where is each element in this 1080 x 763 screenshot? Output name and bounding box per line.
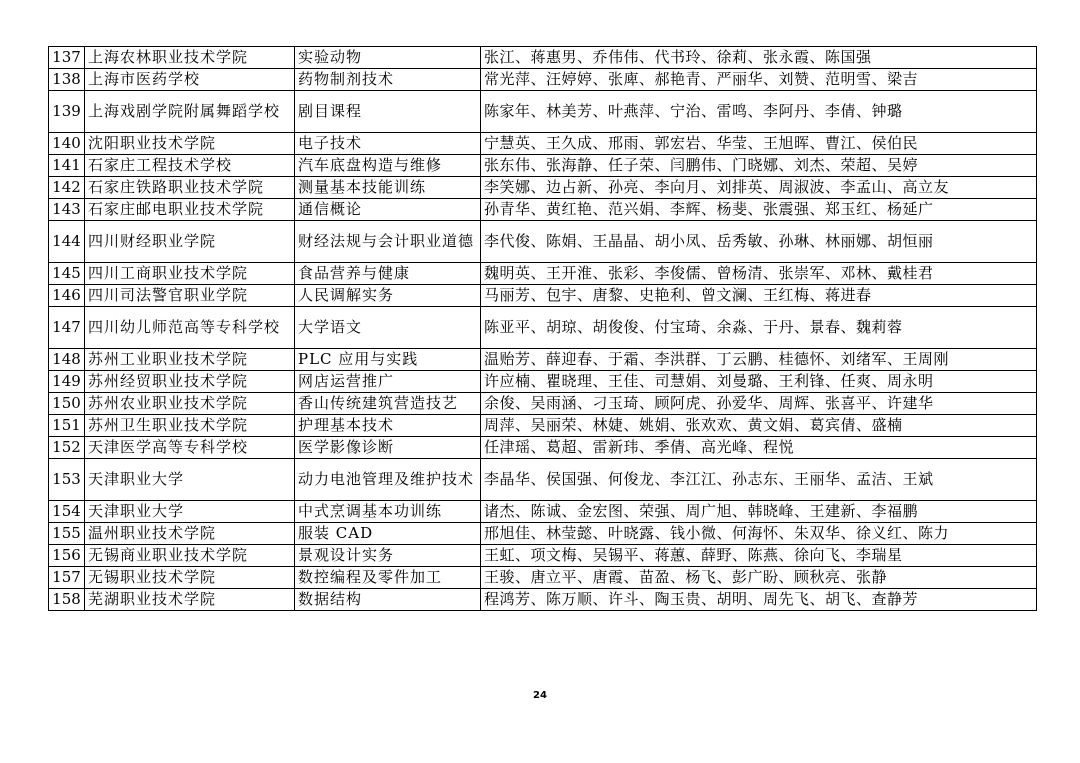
school-name: 天津医学高等专科学校 xyxy=(85,437,295,459)
school-name: 芜湖职业技术学院 xyxy=(85,589,295,611)
row-number: 152 xyxy=(49,437,85,459)
page-number: 24 xyxy=(533,690,547,701)
row-number: 138 xyxy=(49,69,85,91)
table-row xyxy=(49,199,1037,221)
table-row xyxy=(49,155,1037,177)
row-number: 139 xyxy=(49,91,85,133)
row-number: 140 xyxy=(49,133,85,155)
table-row xyxy=(49,567,1037,589)
table-row xyxy=(49,69,1037,91)
row-number: 142 xyxy=(49,177,85,199)
table-row xyxy=(49,221,1037,263)
table-row xyxy=(49,589,1037,611)
course-name: 食品营养与健康 xyxy=(295,263,481,285)
course-name: 财经法规与会计职业道德 xyxy=(295,221,481,263)
row-number: 137 xyxy=(49,47,85,69)
course-name: 测量基本技能训练 xyxy=(295,177,481,199)
school-name: 石家庄邮电职业技术学院 xyxy=(85,199,295,221)
table-row xyxy=(49,415,1037,437)
table-row xyxy=(49,545,1037,567)
team-members: 张东伟、张海静、任子荣、闫鹏伟、门晓娜、刘杰、荣超、吴婷 xyxy=(481,155,1037,177)
table-row xyxy=(49,459,1037,501)
team-members: 王虹、项文梅、吴锡平、蒋蕙、薛野、陈燕、徐向飞、李瑞星 xyxy=(481,545,1037,567)
row-number: 144 xyxy=(49,221,85,263)
course-name: 剧目课程 xyxy=(295,91,481,133)
row-number: 156 xyxy=(49,545,85,567)
course-name: 中式烹调基本功训练 xyxy=(295,501,481,523)
school-name: 沈阳职业技术学院 xyxy=(85,133,295,155)
school-name: 温州职业技术学院 xyxy=(85,523,295,545)
table-row xyxy=(49,501,1037,523)
table-row xyxy=(49,177,1037,199)
school-name: 四川财经职业学院 xyxy=(85,221,295,263)
table-row xyxy=(49,285,1037,307)
team-members: 陈亚平、胡琼、胡俊俊、付宝琦、余淼、于丹、景春、魏莉蓉 xyxy=(481,307,1037,349)
team-members: 李笑娜、边占新、孙亮、李向月、刘排英、周淑波、李孟山、高立友 xyxy=(481,177,1037,199)
row-number: 154 xyxy=(49,501,85,523)
course-name: 数据结构 xyxy=(295,589,481,611)
course-name: 网店运营推广 xyxy=(295,371,481,393)
row-number: 158 xyxy=(49,589,85,611)
row-number: 148 xyxy=(49,349,85,371)
table-row xyxy=(49,371,1037,393)
table-row xyxy=(49,133,1037,155)
team-members: 陈家年、林美芳、叶燕萍、宁治、雷鸣、李阿丹、李倩、钟璐 xyxy=(481,91,1037,133)
team-members: 常光萍、汪婷婷、张庳、郝艳青、严丽华、刘赞、范明雪、梁吉 xyxy=(481,69,1037,91)
team-members: 宁慧英、王久成、邢雨、郭宏岩、华莹、王旭晖、曹江、侯伯民 xyxy=(481,133,1037,155)
course-name: PLC 应用与实践 xyxy=(295,349,481,371)
team-members: 温贻芳、薛迎春、于霜、李洪群、丁云鹏、桂德怀、刘绪军、王周刚 xyxy=(481,349,1037,371)
course-name: 电子技术 xyxy=(295,133,481,155)
course-name: 实验动物 xyxy=(295,47,481,69)
school-name: 苏州经贸职业技术学院 xyxy=(85,371,295,393)
team-members: 魏明英、王开淮、张彩、李俊儒、曾杨清、张崇军、邓林、戴桂君 xyxy=(481,263,1037,285)
team-members: 马丽芳、包宇、唐黎、史艳利、曾文澜、王红梅、蒋进春 xyxy=(481,285,1037,307)
row-number: 155 xyxy=(49,523,85,545)
team-members: 任津瑶、葛超、雷新玮、季倩、高光峰、程悦 xyxy=(481,437,1037,459)
row-number: 146 xyxy=(49,285,85,307)
team-members: 余俊、吴雨涵、刁玉琦、顾阿虎、孙爱华、周辉、张喜平、许建华 xyxy=(481,393,1037,415)
team-members: 孙青华、黄红艳、范兴娟、李辉、杨斐、张震强、郑玉红、杨延广 xyxy=(481,199,1037,221)
school-name: 上海农林职业技术学院 xyxy=(85,47,295,69)
row-number: 149 xyxy=(49,371,85,393)
course-name: 药物制剂技术 xyxy=(295,69,481,91)
school-name: 上海市医药学校 xyxy=(85,69,295,91)
row-number: 143 xyxy=(49,199,85,221)
team-members: 邢旭佳、林莹懿、叶晓露、钱小微、何海怀、朱双华、徐义红、陈力 xyxy=(481,523,1037,545)
table-row xyxy=(49,47,1037,69)
table-body xyxy=(49,47,1037,611)
school-name: 苏州农业职业技术学院 xyxy=(85,393,295,415)
school-name: 无锡职业技术学院 xyxy=(85,567,295,589)
table-row xyxy=(49,307,1037,349)
table-row xyxy=(49,263,1037,285)
team-members: 李晶华、侯国强、何俊龙、李江江、孙志东、王丽华、孟洁、王斌 xyxy=(481,459,1037,501)
school-name: 苏州卫生职业技术学院 xyxy=(85,415,295,437)
school-name: 天津职业大学 xyxy=(85,501,295,523)
row-number: 150 xyxy=(49,393,85,415)
awards-table xyxy=(48,46,1037,611)
row-number: 151 xyxy=(49,415,85,437)
school-name: 四川工商职业技术学院 xyxy=(85,263,295,285)
school-name: 石家庄铁路职业技术学院 xyxy=(85,177,295,199)
row-number: 147 xyxy=(49,307,85,349)
table-row xyxy=(49,91,1037,133)
course-name: 香山传统建筑营造技艺 xyxy=(295,393,481,415)
row-number: 145 xyxy=(49,263,85,285)
table-row xyxy=(49,393,1037,415)
table-row xyxy=(49,437,1037,459)
school-name: 无锡商业职业技术学院 xyxy=(85,545,295,567)
team-members: 诸杰、陈诚、金宏图、荣强、周广旭、韩晓峰、王建新、李福鹏 xyxy=(481,501,1037,523)
course-name: 通信概论 xyxy=(295,199,481,221)
school-name: 上海戏剧学院附属舞蹈学校 xyxy=(85,91,295,133)
school-name: 苏州工业职业技术学院 xyxy=(85,349,295,371)
row-number: 157 xyxy=(49,567,85,589)
course-name: 服装 CAD xyxy=(295,523,481,545)
course-name: 景观设计实务 xyxy=(295,545,481,567)
course-name: 动力电池管理及维护技术 xyxy=(295,459,481,501)
course-name: 汽车底盘构造与维修 xyxy=(295,155,481,177)
row-number: 153 xyxy=(49,459,85,501)
team-members: 王骏、唐立平、唐霞、苗盈、杨飞、彭广盼、顾秋亮、张静 xyxy=(481,567,1037,589)
course-name: 护理基本技术 xyxy=(295,415,481,437)
school-name: 四川幼儿师范高等专科学校 xyxy=(85,307,295,349)
table-row xyxy=(49,349,1037,371)
school-name: 石家庄工程技术学校 xyxy=(85,155,295,177)
team-members: 张江、蒋惠男、乔伟伟、代书玲、徐莉、张永霞、陈国强 xyxy=(481,47,1037,69)
row-number: 141 xyxy=(49,155,85,177)
course-name: 数控编程及零件加工 xyxy=(295,567,481,589)
course-name: 大学语文 xyxy=(295,307,481,349)
course-name: 医学影像诊断 xyxy=(295,437,481,459)
table-row xyxy=(49,523,1037,545)
team-members: 程鸿芳、陈万顺、许斗、陶玉贵、胡明、周先飞、胡飞、查静芳 xyxy=(481,589,1037,611)
course-name: 人民调解实务 xyxy=(295,285,481,307)
school-name: 天津职业大学 xyxy=(85,459,295,501)
team-members: 许应楠、瞿晓理、王佳、司慧娟、刘曼璐、王利锋、任爽、周永明 xyxy=(481,371,1037,393)
team-members: 李代俊、陈娟、王晶晶、胡小凤、岳秀敏、孙琳、林丽娜、胡恒丽 xyxy=(481,221,1037,263)
team-members: 周萍、吴丽荣、林婕、姚娟、张欢欢、黄文娟、葛宾倩、盛楠 xyxy=(481,415,1037,437)
school-name: 四川司法警官职业学院 xyxy=(85,285,295,307)
